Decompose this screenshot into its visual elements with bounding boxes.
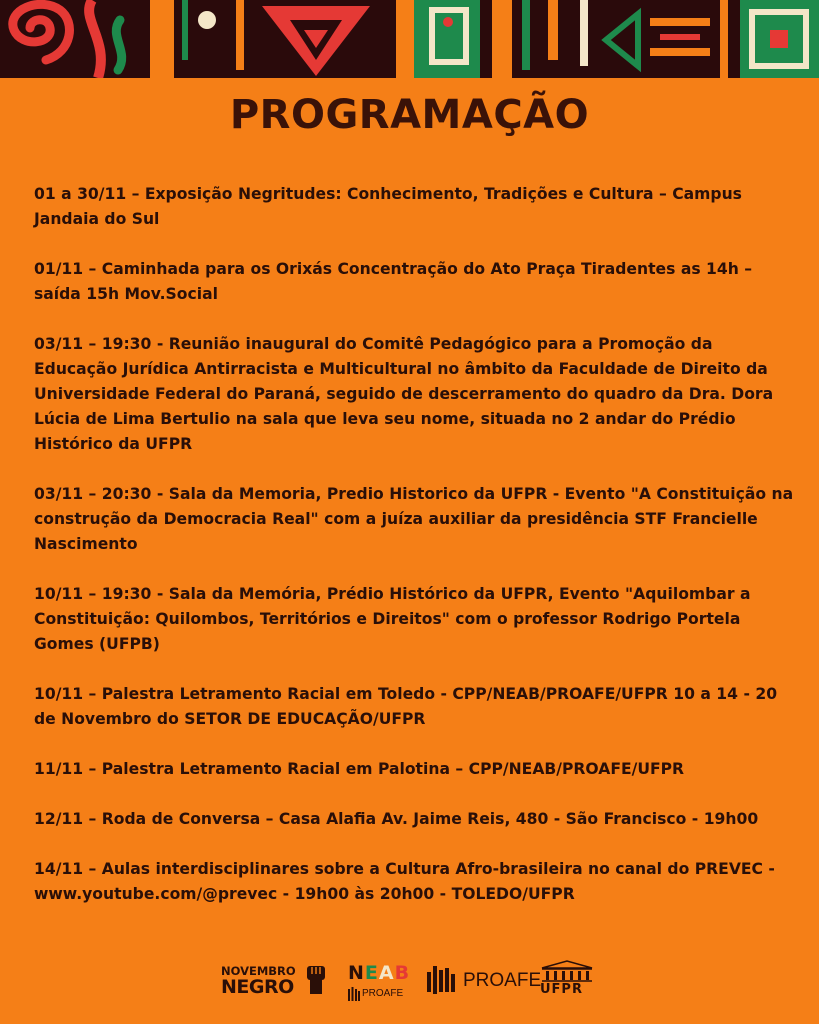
neab-letters-b: B — [394, 962, 411, 984]
novembro-negro-logo-top: NOVEMBRO — [221, 964, 296, 978]
tribal-pattern — [0, 0, 819, 78]
event-item: 11/11 – Palestra Letramento Racial em Palotina – CPP/NEAB/PROAFE/UFPR — [34, 760, 685, 778]
triangle-icon — [262, 6, 370, 76]
spiral-icon — [13, 4, 70, 60]
event-item: 03/11 – 20:30 - Sala da Memoria, Predio Historico da UFPR - Evento "A Constituição na construção da Democracia Real" com a juíza auxiliar da presidência STF Francielle Nascimento — [34, 485, 794, 553]
event-item: 12/11 – Roda de Conversa – Casa Alafia Av. Jaime Reis, 480 - São Francisco - 19h00 — [34, 810, 759, 828]
neab-logo-text — [348, 962, 410, 984]
neab-logo-sub: PROAFE — [362, 988, 404, 999]
novembro-negro-logo-bottom: NEGRO — [221, 976, 294, 998]
event-item: 01 a 30/11 – Exposição Negritudes: Conhecimento, Tradições e Cultura – Campus Jandaia do Sul — [34, 185, 742, 228]
bars-icon — [427, 966, 457, 994]
ufpr-logo — [538, 958, 598, 1004]
page-title: PROGRAMAÇÃO — [229, 92, 590, 138]
bars-icon — [348, 987, 360, 1001]
decorative-banner — [0, 0, 819, 78]
fist-icon — [305, 964, 327, 996]
proafe-logo — [427, 958, 542, 1004]
neab-logo — [348, 958, 412, 1004]
neab-letters-n: N — [348, 962, 365, 984]
novembro-negro-logo — [221, 958, 333, 1004]
event-item: 10/11 – 19:30 - Sala da Memória, Prédio Histórico da UFPR, Evento "Aquilombar a Constituição: Quilombos, Territórios e Direitos" com o professor Rodrigo Portela Gomes (UFPB) — [34, 585, 751, 653]
building-icon — [540, 960, 594, 982]
ufpr-logo-text: UFPR — [540, 982, 583, 997]
event-item: 10/11 – Palestra Letramento Racial em Toledo - CPP/NEAB/PROAFE/UFPR 10 a 14 - 20 de Novembro do SETOR DE EDUCAÇÃO/UFPR — [34, 685, 778, 728]
proafe-logo-text: PROAFE — [463, 970, 542, 991]
event-item: 14/11 – Aulas interdisciplinares sobre a Cultura Afro-brasileira no canal do PREVEC - www.youtube.com/@prevec - 19h00 às 20h00 - TOLEDO/UFPR — [34, 860, 775, 903]
neab-letters-a: A — [378, 962, 395, 984]
neab-letters-e: E — [364, 962, 379, 984]
event-item: 01/11 – Caminhada para os Orixás Concentração do Ato Praça Tiradentes as 14h – saída 15h Mov.Social — [34, 260, 753, 303]
event-item: 03/11 – 19:30 - Reunião inaugural do Comitê Pedagógico para a Promoção da Educação Jurídica Antirracista e Multicultural no âmbito da Faculdade de Direito da Universidade Federal do Paraná, seguido de descerramento do quadro da Dra. Dora Lúcia de Lima Bertulio na sala que leva seu nome, situada no 2 andar do Prédio Histórico da UFPR — [34, 335, 774, 453]
footer-logos — [0, 958, 819, 1004]
event-list — [34, 182, 794, 932]
